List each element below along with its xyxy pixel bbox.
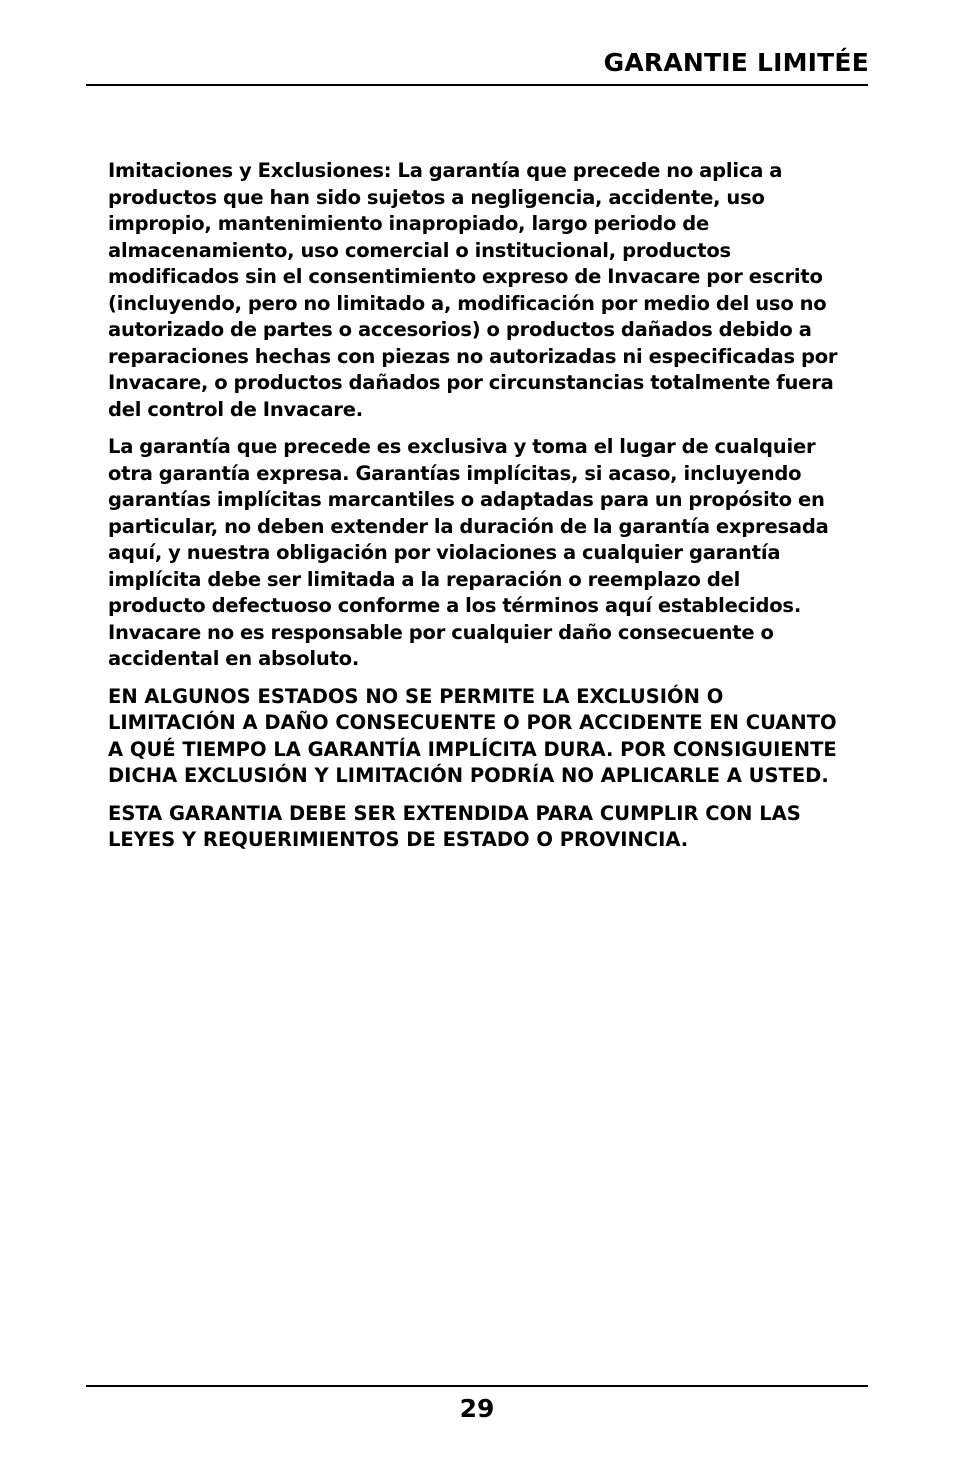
document-body xyxy=(108,158,843,865)
page-number: 29 xyxy=(459,1394,495,1423)
paragraph-state-law: ESTA GARANTIA DEBE SER EXTENDIDA PARA CUMPLIR CON LAS LEYES Y REQUERIMIENTOS DE ESTADO O PROVINCIA. xyxy=(108,801,801,851)
footer-rule xyxy=(86,1385,868,1387)
paragraph-exclusions: Imitaciones y Exclusiones: La garantía que precede no aplica a productos que han sido sujetos a negligencia, accidente, uso impropio, mantenimiento inapropiado, largo periodo de almacenamiento, uso comercial o institucional, productos modificados sin el consentimiento expreso de Invacare por escrito (incluyendo, pero no limitado a, modificación por medio del uso no autorizado de partes o accesorios) o productos dañados debido a reparaciones hechas con piezas no autorizadas ni especificadas por Invacare, o productos dañados por circunstancias totalmente fuera del control de Invacare. xyxy=(108,159,838,421)
paragraph-exclusive-warranty: La garantía que precede es exclusiva y toma el lugar de cualquier otra garantía expresa. Garantías implícitas, si acaso, incluyendo garantías implícitas marcantiles o adaptadas para un propósito en particular, no deben extender la duración de la garantía expresada aquí, y nuestra obligación por violaciones a cualquier garantía implícita debe ser limitada a la reparación o reemplazo del producto defectuoso conforme a los términos aquí establecidos. Invacare no es responsable por cualquier daño consecuente o accidental en absoluto. xyxy=(108,435,829,670)
header-rule xyxy=(86,84,868,86)
page-header-title: GARANTIE LIMITÉE xyxy=(603,48,869,77)
paragraph-state-limitation: EN ALGUNOS ESTADOS NO SE PERMITE LA EXCLUSIÓN O LIMITACIÓN A DAÑO CONSECUENTE O POR ACCIDENTE EN CUANTO A QUÉ TIEMPO LA GARANTÍA IMPLÍCITA DURA. POR CONSIGUIENTE DICHA EXCLUSIÓN Y LIMITACIÓN PODRÍA NO APLICARLE A USTED. xyxy=(108,684,837,787)
